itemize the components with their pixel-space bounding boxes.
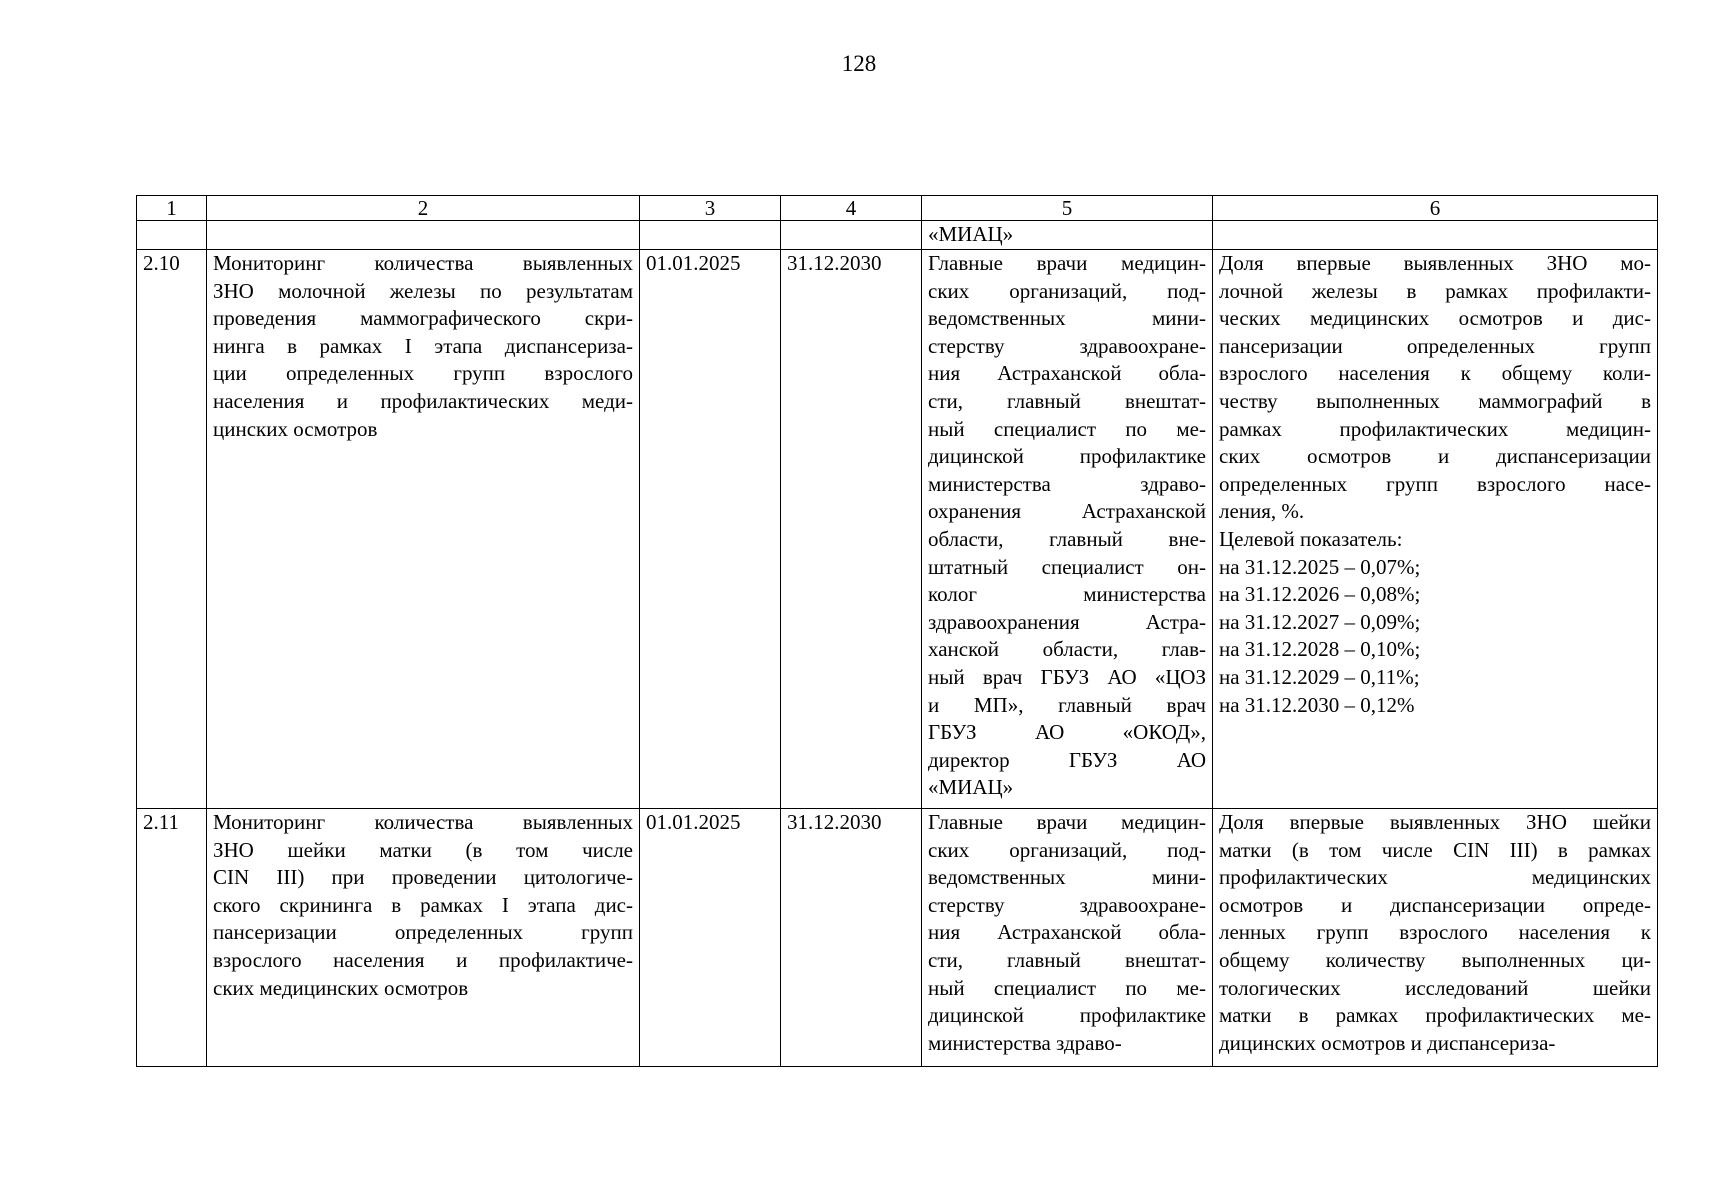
text-line: Доля впервые выявленных ЗНО шейки	[1219, 810, 1651, 834]
responsible-cell	[922, 250, 1213, 809]
continuation-responsible-cell: «МИАЦ»	[922, 221, 1213, 250]
text-line: пансеризации определенных групп	[1219, 333, 1651, 358]
text-line: на 31.12.2028 – 0,10%;	[1219, 637, 1421, 662]
text-line: Доля впервые выявленных ЗНО мо-	[1219, 251, 1651, 275]
text-line: CIN III) при проведении цитологиче-	[213, 865, 633, 890]
text-line: матки (в том числе CIN III) в рамках	[1219, 837, 1651, 862]
text-line: ских организаций, под-	[928, 837, 1206, 862]
text-line: ный специалист по ме-	[928, 416, 1206, 441]
text-line: нинга в рамках I этапа диспансериза-	[213, 333, 633, 358]
text-line: области, главный вне-	[928, 526, 1206, 551]
text-line: Мониторинг количества выявленных	[213, 810, 633, 834]
text-line: ЗНО молочной железы по результатам	[213, 278, 633, 303]
text-line: профилактических медицинских	[1219, 865, 1651, 890]
column-header-3: 3	[640, 196, 781, 221]
text-line: ЗНО шейки матки (в том числе	[213, 837, 633, 862]
column-header-2: 2	[207, 196, 640, 221]
column-number-row	[137, 196, 1658, 221]
text-line: ния Астраханской обла-	[928, 361, 1206, 386]
text-line: взрослого населения и профилактиче-	[213, 947, 633, 972]
text-line: сти, главный внештат-	[928, 388, 1206, 413]
continuation-cell-1	[137, 221, 207, 250]
measure-description-cell	[207, 809, 640, 1067]
text-line: цинских осмотров	[213, 416, 378, 441]
continuation-cell-3	[640, 221, 781, 250]
text-line: министерства здраво-	[928, 1030, 1122, 1055]
text-line: дицинской профилактике	[928, 1003, 1206, 1028]
text-line: на 31.12.2030 – 0,12%	[1219, 692, 1415, 717]
text-line: стерству здравоохране-	[928, 892, 1206, 917]
text-line: на 31.12.2026 – 0,08%;	[1219, 582, 1421, 607]
text-line: дицинских осмотров и диспансериза-	[1219, 1030, 1556, 1055]
text-line: пансеризации определенных групп	[213, 920, 633, 945]
start-date: 01.01.2025	[640, 250, 781, 809]
text-line: ских осмотров и диспансеризации	[1219, 444, 1651, 469]
end-date: 31.12.2030	[781, 809, 922, 1067]
column-header-6: 6	[1213, 196, 1658, 221]
text-line: Главные врачи медицин-	[928, 810, 1206, 834]
continuation-cell-2	[207, 221, 640, 250]
text-line: ления, %.	[1219, 499, 1305, 524]
text-line: штатный специалист он-	[928, 554, 1206, 579]
text-line: министерства здраво-	[928, 471, 1206, 496]
text-line: определенных групп взрослого насе-	[1219, 471, 1651, 496]
text-line: и МП», главный врач	[928, 692, 1206, 717]
text-line: проведения маммографического скри-	[213, 306, 633, 331]
text-line: «МИАЦ»	[928, 775, 1014, 800]
responsible-cell	[922, 809, 1213, 1067]
text-line: ленных групп взрослого населения к	[1219, 920, 1651, 945]
text-line: ГБУЗ АО «ОКОД»,	[928, 720, 1206, 745]
table-row-2-11	[137, 809, 1658, 1067]
column-header-1: 1	[137, 196, 207, 221]
text-line: общему количеству выполненных ци-	[1219, 947, 1651, 972]
text-line: лочной железы в рамках профилакти-	[1219, 278, 1651, 303]
text-line: населения и профилактических меди-	[213, 388, 633, 413]
text-line: ских организаций, под-	[928, 278, 1206, 303]
text-line: охранения Астраханской	[928, 499, 1206, 524]
page-number: 128	[841, 51, 877, 76]
text-line: ции определенных групп взрослого	[213, 361, 633, 386]
text-line: колог министерства	[928, 582, 1206, 607]
text-line: ханской области, глав-	[928, 637, 1206, 662]
text-line: ный врач ГБУЗ АО «ЦОЗ	[928, 664, 1206, 689]
indicator-cell	[1213, 809, 1658, 1067]
indicator-cell	[1213, 250, 1658, 809]
row-number: 2.10	[137, 250, 207, 809]
continuation-row	[137, 221, 1658, 250]
text-line: ный специалист по ме-	[928, 975, 1206, 1000]
end-date: 31.12.2030	[781, 250, 922, 809]
column-header-4: 4	[781, 196, 922, 221]
text-line: ния Астраханской обла-	[928, 920, 1206, 945]
text-line: здравоохранения Астра-	[928, 609, 1206, 634]
row-number: 2.11	[137, 809, 207, 1067]
continuation-cell-4	[781, 221, 922, 250]
text-line: Целевой показатель:	[1219, 526, 1403, 551]
column-header-5: 5	[922, 196, 1213, 221]
text-line: Главные врачи медицин-	[928, 251, 1206, 275]
text-line: сти, главный внештат-	[928, 947, 1206, 972]
text-line: стерству здравоохране-	[928, 333, 1206, 358]
text-line: ведомственных мини-	[928, 306, 1206, 331]
text-line: честву выполненных маммографий в	[1219, 388, 1651, 413]
text-line: матки в рамках профилактических ме-	[1219, 1003, 1651, 1028]
text-line: директор ГБУЗ АО	[928, 747, 1206, 772]
text-line: взрослого населения к общему коли-	[1219, 361, 1651, 386]
continuation-cell-6	[1213, 221, 1658, 250]
text-line: ских медицинских осмотров	[213, 975, 469, 1000]
text-line: на 31.12.2027 – 0,09%;	[1219, 609, 1421, 634]
text-line: Мониторинг количества выявленных	[213, 251, 633, 275]
text-line: дицинской профилактике	[928, 444, 1206, 469]
text-line: осмотров и диспансеризации опреде-	[1219, 892, 1651, 917]
text-line: на 31.12.2025 – 0,07%;	[1219, 554, 1421, 579]
text-line: на 31.12.2029 – 0,11%;	[1219, 664, 1420, 689]
start-date: 01.01.2025	[640, 809, 781, 1067]
text-line: ского скрининга в рамках I этапа дис-	[213, 892, 633, 917]
text-line: ведомственных мини-	[928, 865, 1206, 890]
table-row-2-10	[137, 250, 1658, 809]
text-line: рамках профилактических медицин-	[1219, 416, 1651, 441]
measure-description-cell	[207, 250, 640, 809]
text-line: ческих медицинских осмотров и дис-	[1219, 306, 1651, 331]
text-line: тологических исследований шейки	[1219, 975, 1651, 1000]
plan-table	[136, 195, 1658, 1067]
